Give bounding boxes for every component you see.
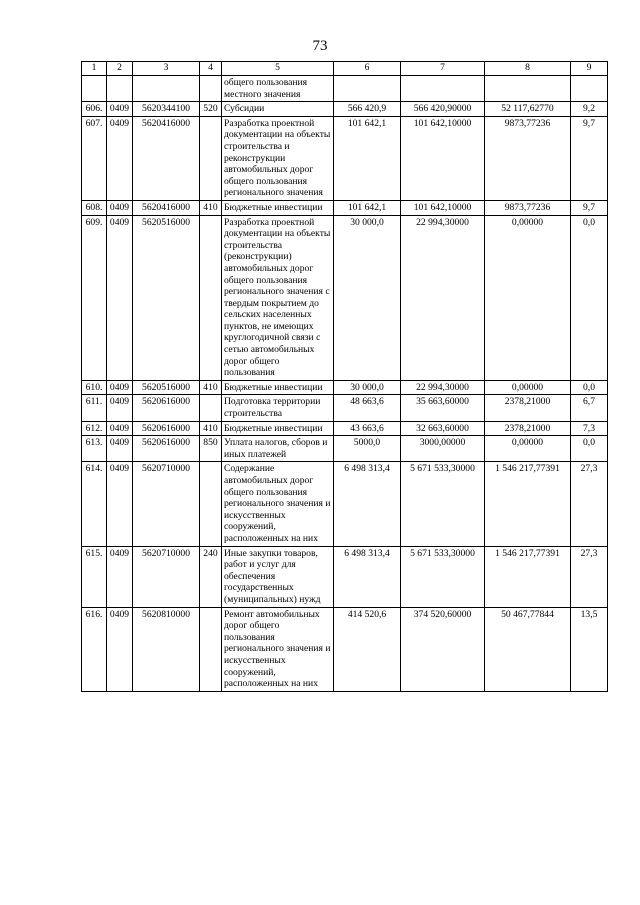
target-code-cell: 5620416000	[133, 116, 200, 200]
col8-value-cell: 2378,21000	[485, 395, 571, 421]
column-header: 1	[82, 62, 107, 76]
table-row	[82, 462, 608, 546]
col7-value-cell: 32 663,60000	[401, 421, 485, 436]
page-number: 73	[312, 38, 328, 54]
row-number-cell: 610.	[82, 380, 107, 395]
section-cell: 0409	[107, 395, 133, 421]
row-number-cell	[82, 76, 107, 102]
col7-value-cell: 22 994,30000	[401, 380, 485, 395]
table-row	[82, 380, 608, 395]
name-cell: Ремонт автомобильных дорог общего пользования регионального значения и искусственных сооружений, расположенных на них	[222, 607, 334, 691]
name-cell: Бюджетные инвестиции	[222, 200, 334, 215]
name-cell: Субсидии	[222, 102, 334, 117]
col6-value-cell	[334, 76, 401, 102]
col8-value-cell: 50 467,77844	[485, 607, 571, 691]
col8-value-cell: 2378,21000	[485, 421, 571, 436]
col7-value-cell: 5 671 533,30000	[401, 462, 485, 546]
row-number-cell: 607.	[82, 116, 107, 200]
table-row	[82, 116, 608, 200]
target-code-cell: 5620710000	[133, 546, 200, 607]
name-cell: общего пользования местного значения	[222, 76, 334, 102]
name-cell: Бюджетные инвестиции	[222, 380, 334, 395]
section-cell: 0409	[107, 436, 133, 462]
expense-type-cell	[200, 116, 222, 200]
col7-value-cell	[401, 76, 485, 102]
name-cell: Разработка проектной документации на объекты строительства (реконструкции) автомобильных дорог общего пользования регионального значения с твердым покрытием до сельских населенных пунктов, не имеющих круглогодичной связи с сетью автомобильных дорог общего пользования	[222, 215, 334, 380]
row-number-cell: 608.	[82, 200, 107, 215]
col9-percent-cell: 27,3	[571, 546, 608, 607]
row-number-cell: 612.	[82, 421, 107, 436]
col7-value-cell: 566 420,90000	[401, 102, 485, 117]
col9-percent-cell: 9,7	[571, 116, 608, 200]
column-header: 9	[571, 62, 608, 76]
col6-value-cell: 30 000,0	[334, 215, 401, 380]
table-row	[82, 546, 608, 607]
col8-value-cell: 9873,77236	[485, 116, 571, 200]
row-number-cell: 606.	[82, 102, 107, 117]
header-row	[82, 62, 608, 76]
col6-value-cell: 6 498 313,4	[334, 546, 401, 607]
budget-table	[81, 61, 608, 692]
section-cell: 0409	[107, 546, 133, 607]
col7-value-cell: 3000,00000	[401, 436, 485, 462]
column-header: 6	[334, 62, 401, 76]
col6-value-cell: 5000,0	[334, 436, 401, 462]
col6-value-cell: 30 000,0	[334, 380, 401, 395]
col7-value-cell: 5 671 533,30000	[401, 546, 485, 607]
col7-value-cell: 374 520,60000	[401, 607, 485, 691]
section-cell: 0409	[107, 462, 133, 546]
expense-type-cell	[200, 607, 222, 691]
col8-value-cell: 0,00000	[485, 215, 571, 380]
target-code-cell: 5620710000	[133, 462, 200, 546]
target-code-cell	[133, 76, 200, 102]
table-row	[82, 436, 608, 462]
target-code-cell: 5620516000	[133, 380, 200, 395]
expense-type-cell: 410	[200, 421, 222, 436]
expense-type-cell: 240	[200, 546, 222, 607]
col7-value-cell: 22 994,30000	[401, 215, 485, 380]
name-cell: Уплата налогов, сборов и иных платежей	[222, 436, 334, 462]
table-row	[82, 607, 608, 691]
col8-value-cell: 1 546 217,77391	[485, 462, 571, 546]
target-code-cell: 5620810000	[133, 607, 200, 691]
col6-value-cell: 101 642,1	[334, 200, 401, 215]
column-header: 7	[401, 62, 485, 76]
col8-value-cell: 0,00000	[485, 380, 571, 395]
table-row	[82, 421, 608, 436]
section-cell: 0409	[107, 116, 133, 200]
name-cell: Бюджетные инвестиции	[222, 421, 334, 436]
col6-value-cell: 43 663,6	[334, 421, 401, 436]
target-code-cell: 5620616000	[133, 436, 200, 462]
section-cell: 0409	[107, 380, 133, 395]
table-row	[82, 215, 608, 380]
row-number-cell: 611.	[82, 395, 107, 421]
row-number-cell: 615.	[82, 546, 107, 607]
col6-value-cell: 101 642,1	[334, 116, 401, 200]
col8-value-cell: 52 117,62770	[485, 102, 571, 117]
table-row	[82, 102, 608, 117]
col8-value-cell: 9873,77236	[485, 200, 571, 215]
expense-type-cell	[200, 462, 222, 546]
section-cell: 0409	[107, 215, 133, 380]
column-header: 4	[200, 62, 222, 76]
column-header: 2	[107, 62, 133, 76]
row-number-cell: 614.	[82, 462, 107, 546]
row-number-cell: 609.	[82, 215, 107, 380]
target-code-cell: 5620344100	[133, 102, 200, 117]
expense-type-cell: 410	[200, 380, 222, 395]
col9-percent-cell: 0,0	[571, 436, 608, 462]
col9-percent-cell: 9,7	[571, 200, 608, 215]
row-number-cell: 613.	[82, 436, 107, 462]
name-cell: Содержание автомобильных дорог общего пользования регионального значения и искусственных сооружений, расположенных на них	[222, 462, 334, 546]
col6-value-cell: 566 420,9	[334, 102, 401, 117]
name-cell: Иные закупки товаров, работ и услуг для обеспечения государственных (муниципальных) нужд	[222, 546, 334, 607]
col6-value-cell: 6 498 313,4	[334, 462, 401, 546]
section-cell: 0409	[107, 421, 133, 436]
expense-type-cell	[200, 215, 222, 380]
col6-value-cell: 48 663,6	[334, 395, 401, 421]
expense-type-cell	[200, 395, 222, 421]
section-cell: 0409	[107, 607, 133, 691]
col9-percent-cell: 9,2	[571, 102, 608, 117]
col9-percent-cell: 6,7	[571, 395, 608, 421]
col7-value-cell: 101 642,10000	[401, 200, 485, 215]
col8-value-cell	[485, 76, 571, 102]
name-cell: Разработка проектной документации на объекты строительства и реконструкции автомобильных дорог общего пользования регионального значения	[222, 116, 334, 200]
column-header: 8	[485, 62, 571, 76]
col7-value-cell: 101 642,10000	[401, 116, 485, 200]
section-cell: 0409	[107, 102, 133, 117]
col6-value-cell: 414 520,6	[334, 607, 401, 691]
column-header: 3	[133, 62, 200, 76]
section-cell: 0409	[107, 200, 133, 215]
section-cell	[107, 76, 133, 102]
col9-percent-cell: 27,3	[571, 462, 608, 546]
expense-type-cell: 850	[200, 436, 222, 462]
target-code-cell: 5620516000	[133, 215, 200, 380]
col9-percent-cell: 7,3	[571, 421, 608, 436]
col7-value-cell: 35 663,60000	[401, 395, 485, 421]
col9-percent-cell: 13,5	[571, 607, 608, 691]
col9-percent-cell: 0,0	[571, 215, 608, 380]
col8-value-cell: 1 546 217,77391	[485, 546, 571, 607]
table-row	[82, 76, 608, 102]
target-code-cell: 5620616000	[133, 421, 200, 436]
table-row	[82, 395, 608, 421]
expense-type-cell: 410	[200, 200, 222, 215]
table-body	[82, 76, 608, 692]
col9-percent-cell	[571, 76, 608, 102]
target-code-cell: 5620616000	[133, 395, 200, 421]
row-number-cell: 616.	[82, 607, 107, 691]
target-code-cell: 5620416000	[133, 200, 200, 215]
table-row	[82, 200, 608, 215]
column-header: 5	[222, 62, 334, 76]
col9-percent-cell: 0,0	[571, 380, 608, 395]
expense-type-cell: 520	[200, 102, 222, 117]
col8-value-cell: 0,00000	[485, 436, 571, 462]
name-cell: Подготовка территории строительства	[222, 395, 334, 421]
expense-type-cell	[200, 76, 222, 102]
